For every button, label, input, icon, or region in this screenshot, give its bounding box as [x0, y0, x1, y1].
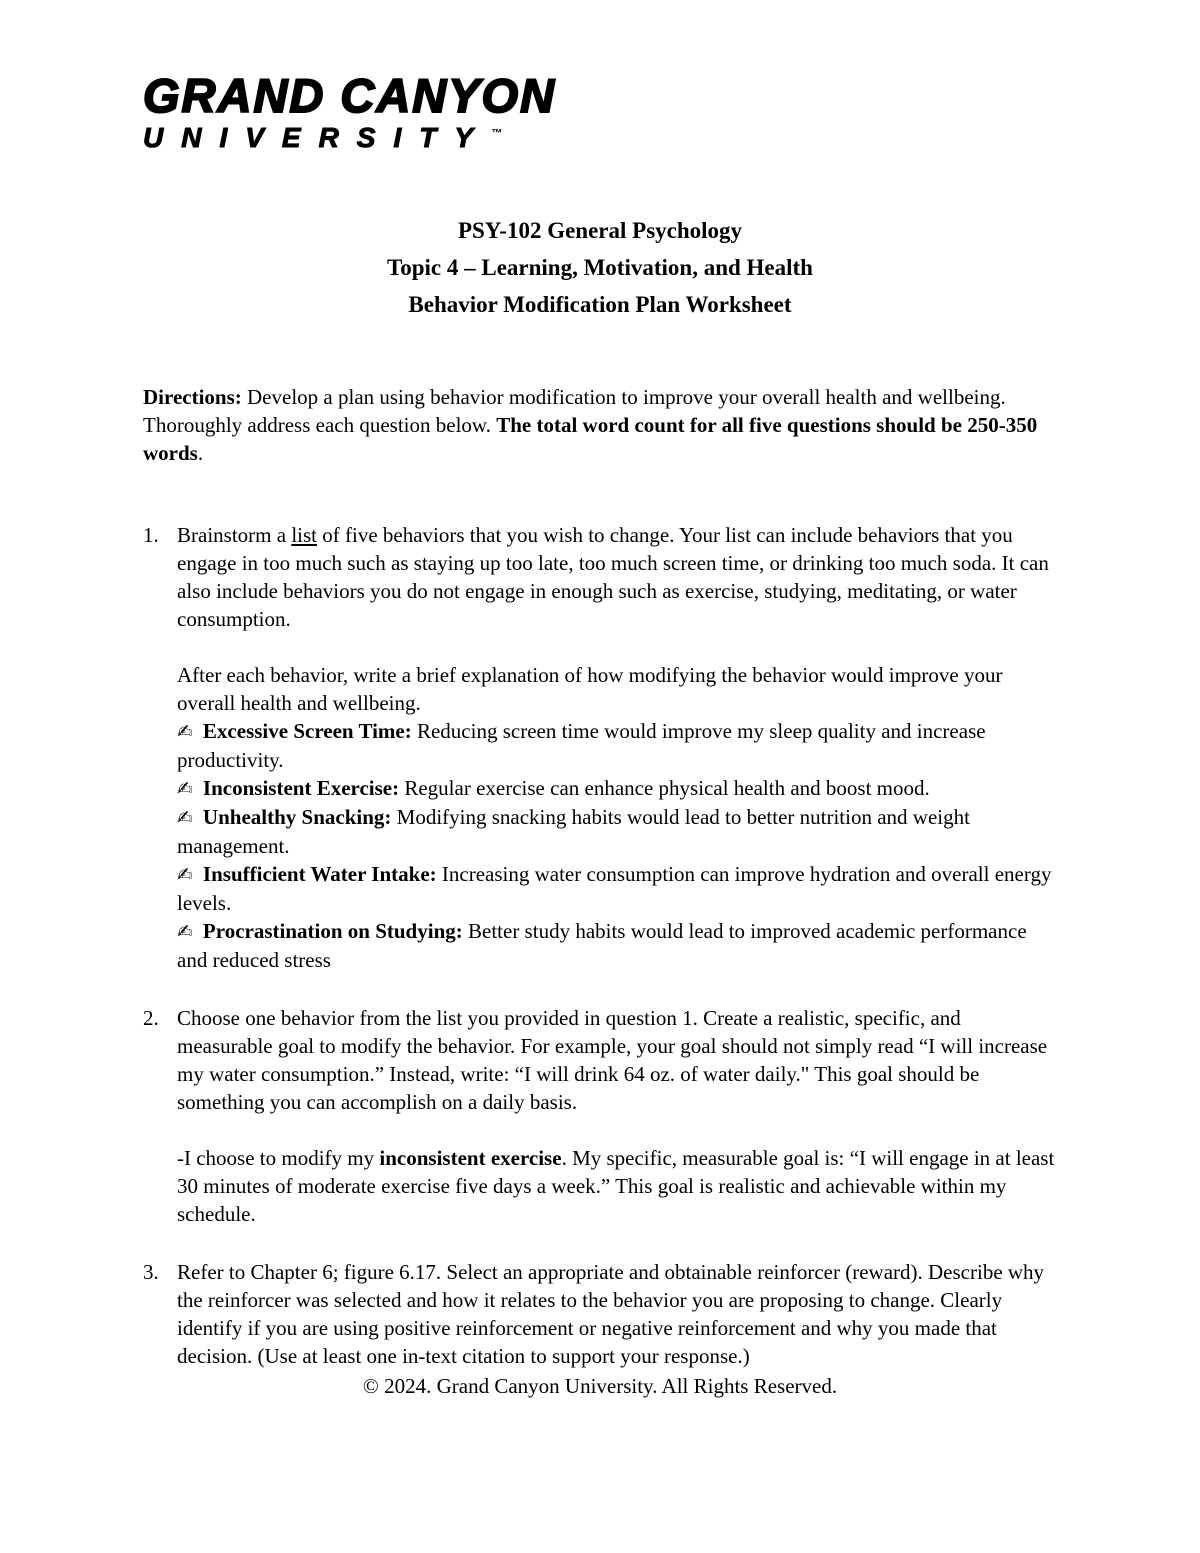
question-1-explain: After each behavior, write a brief explanation of how modifying the behavior would improve your overall health and wellbeing.	[177, 663, 1003, 716]
behavior-label: Excessive Screen Time:	[202, 719, 412, 744]
writing-hand-bullet-icon: ✍	[177, 807, 193, 830]
q1-intro-underlined: list	[291, 523, 317, 548]
q1-intro-rest: of five behaviors that you wish to change. Your list can include behaviors that you engage in too much such as staying up too late, too much screen time, or drinking too much soda. It can also include behaviors you do not engage in enough such as exercise, studying, meditating, or water consumption.	[177, 523, 1049, 632]
gcu-logo-wordmark: GRAND CANYON	[143, 69, 557, 122]
copyright-footer: © 2024. Grand Canyon University. All Rights Reserved.	[362, 1374, 838, 1399]
question-1	[143, 521, 1057, 974]
question-3-body	[177, 1258, 1057, 1370]
question-3	[143, 1258, 1057, 1370]
q2-answer-rest: . My specific, measurable goal is: “I will engage in at least 30 minutes of moderate exercise five days a week.” This goal is realistic and achievable within my schedule.	[177, 1146, 1055, 1227]
gcu-logo-university-line	[143, 122, 1057, 154]
q2-answer-bold: inconsistent exercise	[379, 1146, 562, 1171]
q2-answer-pre: -I choose to modify my	[177, 1146, 380, 1171]
gcu-logo-university-text: UNIVERSITY	[143, 122, 492, 153]
question-2-prompt: Choose one behavior from the list you provided in question 1. Create a realistic, specific, and measurable goal to modify the behavior. For example, your goal should not simply read “I will increase my water consumption.” Instead, write: “I will drink 64 oz. of water daily." This goal should be something you can accomplish on a daily basis.	[177, 1006, 1048, 1115]
behavior-text: Reducing screen time would improve my sleep quality and increase productivity.	[177, 719, 986, 773]
title-block	[143, 212, 1057, 323]
behavior-label: Procrastination on Studying:	[202, 919, 463, 944]
writing-hand-bullet-icon: ✍	[177, 921, 193, 944]
worksheet-title: Behavior Modification Plan Worksheet	[408, 292, 792, 318]
behavior-bullet-2	[177, 774, 1057, 803]
topic-title: Topic 4 – Learning, Motivation, and Health	[387, 255, 813, 281]
question-2	[143, 1004, 1057, 1228]
question-3-prompt: Refer to Chapter 6; figure 6.17. Select an appropriate and obtainable reinforcer (reward). Describe why the reinforcer was selected and how it relates to the behavior you are proposing to change. Clearly identify if you are using positive reinforcement or negative reinforcement and why you made that decision. (Use at least one in-text citation to support your response.)	[177, 1260, 1045, 1369]
question-2-answer	[177, 1144, 1057, 1228]
behavior-label: Unhealthy Snacking:	[202, 805, 392, 830]
q1-intro-pre: Brainstorm a	[177, 523, 292, 548]
behavior-label: Insufficient Water Intake:	[202, 862, 437, 887]
behavior-text: Modifying snacking habits would lead to better nutrition and weight management.	[177, 805, 970, 859]
directions-period: .	[197, 441, 204, 466]
behavior-text: Better study habits would lead to improved academic performance and reduced stress	[177, 919, 1027, 973]
directions-bold-text: The total word count for all five questions should be 250-350 words	[143, 413, 1038, 466]
gcu-logo-trademark-icon: ™	[491, 127, 503, 140]
question-1-body	[177, 521, 1057, 974]
question-1-prompt	[177, 521, 1057, 633]
course-title: PSY-102 General Psychology	[457, 218, 743, 244]
question-1-number: 1.	[143, 523, 159, 548]
question-2-number: 2.	[143, 1006, 159, 1031]
writing-hand-bullet-icon: ✍	[177, 721, 193, 744]
behavior-bullet-3	[177, 803, 1057, 860]
directions-text: Develop a plan using behavior modification to improve your overall health and wellbeing. Thoroughly address each question below.	[143, 385, 1006, 438]
gcu-logo	[143, 69, 1057, 154]
writing-hand-bullet-icon: ✍	[177, 864, 193, 887]
behavior-bullet-1	[177, 717, 1057, 774]
question-2-body	[177, 1004, 1057, 1228]
question-3-number: 3.	[143, 1260, 159, 1285]
directions-paragraph	[143, 383, 1057, 467]
writing-hand-bullet-icon: ✍	[177, 778, 193, 801]
behavior-text: Increasing water consumption can improve hydration and overall energy levels.	[177, 862, 1052, 916]
behavior-label: Inconsistent Exercise:	[202, 776, 400, 801]
directions-label: Directions:	[143, 385, 242, 410]
behavior-text: Regular exercise can enhance physical health and boost mood.	[399, 776, 930, 801]
behavior-bullet-4	[177, 860, 1057, 917]
behavior-bullet-5	[177, 917, 1057, 974]
